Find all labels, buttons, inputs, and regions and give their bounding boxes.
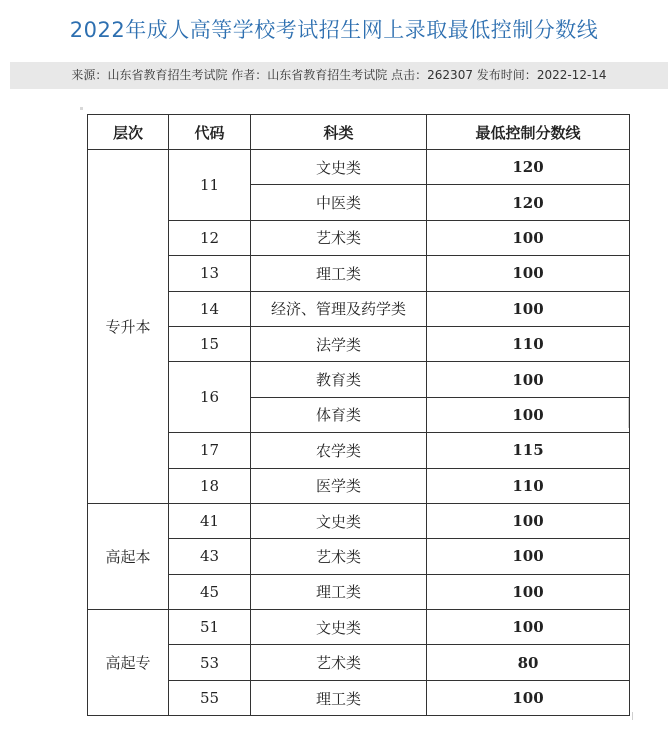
table-row: [88, 362, 630, 397]
table-row: [88, 610, 630, 645]
score-cell: 100: [427, 610, 630, 645]
level-cell: 高起专: [88, 610, 169, 716]
publish-date-value: 2022-12-14: [536, 68, 607, 82]
score-cell: 120: [427, 150, 630, 185]
category-cell: 法学类: [251, 326, 427, 361]
code-cell: 51: [169, 610, 251, 645]
bottom-edge-mark: [632, 712, 633, 720]
right-edge-mark: [628, 398, 629, 428]
table-row: [88, 645, 630, 680]
score-cell: 100: [427, 503, 630, 538]
header-category: 科类: [251, 115, 427, 150]
score-cell: 110: [427, 326, 630, 361]
score-cell: 100: [427, 574, 630, 609]
code-cell: 14: [169, 291, 251, 326]
code-cell: 45: [169, 574, 251, 609]
table-row: [88, 433, 630, 468]
level-cell: 专升本: [88, 150, 169, 504]
score-cell: 100: [427, 256, 630, 291]
category-cell: 艺术类: [251, 645, 427, 680]
category-cell: 体育类: [251, 397, 427, 432]
score-cell: 120: [427, 185, 630, 220]
category-cell: 艺术类: [251, 220, 427, 255]
code-cell: 17: [169, 433, 251, 468]
score-cell: 110: [427, 468, 630, 503]
code-cell: 41: [169, 503, 251, 538]
table-row: [88, 326, 630, 361]
table-row: [88, 503, 630, 538]
code-cell: 18: [169, 468, 251, 503]
code-cell: 53: [169, 645, 251, 680]
code-cell: 43: [169, 539, 251, 574]
table-anchor-mark: [80, 107, 83, 110]
header-level: 层次: [88, 115, 169, 150]
header-min-score: 最低控制分数线: [427, 115, 630, 150]
score-cell: 100: [427, 291, 630, 326]
author-label: 作者：: [231, 68, 268, 82]
category-cell: 理工类: [251, 256, 427, 291]
level-cell: 高起本: [88, 503, 169, 609]
table-row: [88, 220, 630, 255]
code-cell: 11: [169, 150, 251, 221]
source-value: 山东省教育招生考试院: [107, 68, 228, 82]
table-row: [88, 150, 630, 185]
clicks-label: 点击：: [391, 68, 428, 82]
category-cell: 理工类: [251, 574, 427, 609]
category-cell: 教育类: [251, 362, 427, 397]
category-cell: 文史类: [251, 503, 427, 538]
category-cell: 理工类: [251, 680, 427, 715]
article-title: 2022年成人高等学校考试招生网上录取最低控制分数线: [69, 18, 599, 42]
table-row: [88, 256, 630, 291]
score-cell: 100: [427, 539, 630, 574]
source-label: 来源：: [71, 68, 108, 82]
code-cell: 12: [169, 220, 251, 255]
score-cell: 80: [427, 645, 630, 680]
table-row: [88, 539, 630, 574]
author-value: 山东省教育招生考试院: [267, 68, 388, 82]
score-cell: 115: [427, 433, 630, 468]
score-table: [87, 114, 630, 716]
code-cell: 16: [169, 362, 251, 433]
header-code: 代码: [169, 115, 251, 150]
category-cell: 文史类: [251, 150, 427, 185]
table-row: [88, 680, 630, 715]
clicks-value: 262307: [427, 68, 473, 82]
publish-date-label: 发布时间：: [476, 68, 537, 82]
score-cell: 100: [427, 680, 630, 715]
category-cell: 农学类: [251, 433, 427, 468]
category-cell: 经济、管理及药学类: [251, 291, 427, 326]
code-cell: 15: [169, 326, 251, 361]
code-cell: 13: [169, 256, 251, 291]
score-cell: 100: [427, 220, 630, 255]
table-row: [88, 574, 630, 609]
score-cell: 100: [427, 362, 630, 397]
category-cell: 文史类: [251, 610, 427, 645]
category-cell: 医学类: [251, 468, 427, 503]
category-cell: 艺术类: [251, 539, 427, 574]
category-cell: 中医类: [251, 185, 427, 220]
table-row: [88, 468, 630, 503]
article-meta-bar: [10, 62, 668, 89]
table-header-row: [88, 115, 630, 150]
code-cell: 55: [169, 680, 251, 715]
table-row: [88, 291, 630, 326]
score-cell: 100: [427, 397, 630, 432]
